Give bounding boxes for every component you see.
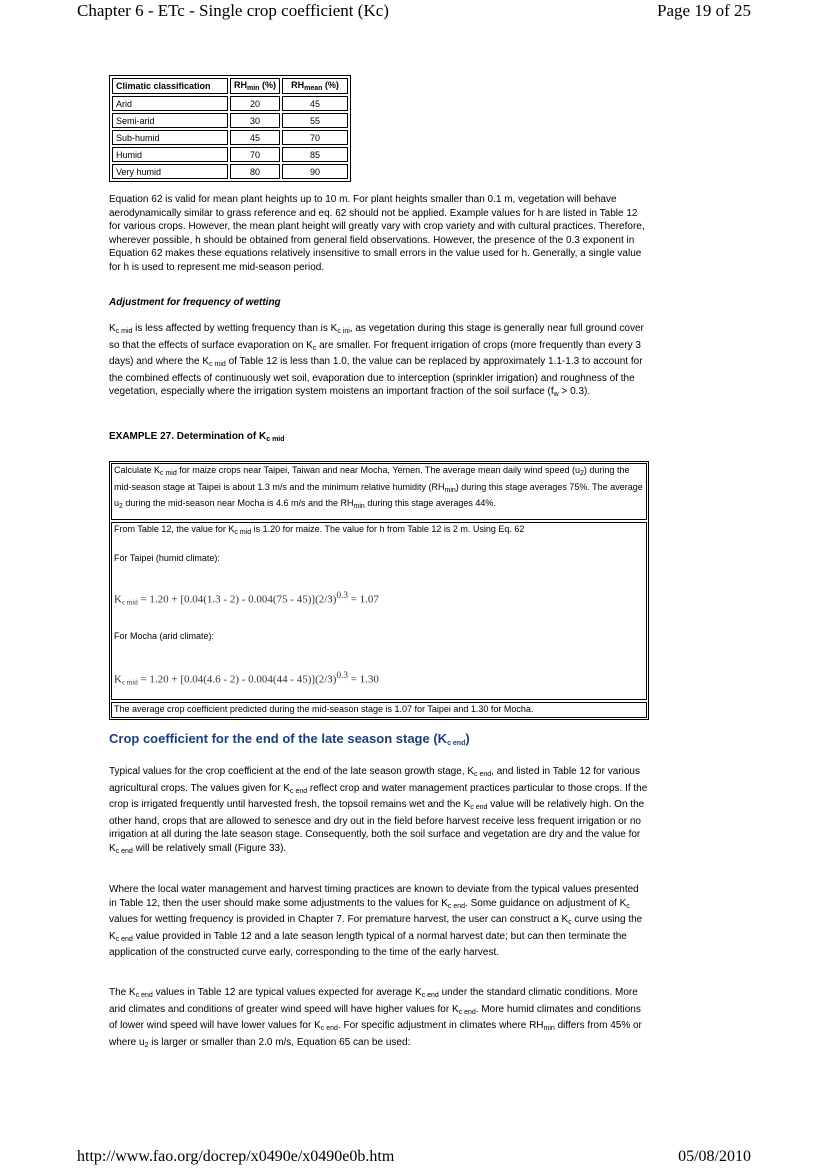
table-cell: Sub-humid — [112, 130, 228, 145]
column-header: Climatic classification — [112, 78, 228, 94]
footer-url: http://www.fao.org/docrep/x0490e/x0490e0b.htm — [77, 1148, 395, 1165]
column-header: $RH_{min}$ (%) — [230, 78, 280, 94]
table-cell: 70 — [282, 130, 348, 145]
subheading-wetting-frequency: Adjustment for frequency of wetting — [109, 297, 281, 308]
footer-date: 05/08/2010 — [678, 1148, 751, 1165]
header-page-number: Page 19 of 25 — [657, 1, 751, 20]
humidity-classification-table — [109, 75, 351, 182]
table-cell: 85 — [282, 147, 348, 162]
table-cell: 30 — [230, 113, 280, 128]
table-row — [112, 130, 348, 145]
table-cell: 45 — [230, 130, 280, 145]
header-title: Chapter 6 - ETc - Single crop coefficient (Kc) — [77, 1, 389, 20]
table-header-row — [112, 78, 348, 94]
column-header: $RH_{mean}$ (%) — [282, 78, 348, 94]
paragraph-climatic-adjustment: The $K_{c end}$ values in Table 12 are typical values expected for average $K_{c end}$ under the standard climatic conditions. More arid climates and conditions of greater wind speed will have higher values for $K_{c end}$. More humid climates and conditions of lower wind speed will have lower values for $K_{c end}$. For specific adjustment in climates where $RH_{min}$ differs from 45% or where $u_2$ is larger or smaller than 2.0 m/s, Equation 65 can be used: — [109, 987, 642, 1049]
paragraph-late-season-values: Typical values for the crop coefficient at the end of the late season growth stage, $K_{c end}$, and listed in Table 12 for various agricultural crops. The values given for $K_{c end}$ reflect crop and water management practices particular to those crops. If the crop is irrigated frequently until harvested fresh, the topsoil remains wet and the $K_{c end}$ value will be relatively high. On the other hand, crops that are allowed to senesce and dry out in the field before harvest receive less frequent irrigation or no irrigation at all during the late season stage. Consequently, both the soil surface and vegetation are dry and the value for $K_{c end}$ will be relatively small (Figure 33). — [109, 766, 648, 855]
paragraph-wetting-frequency: $K_{c mid}$ is less affected by wetting frequency than is $K_{c ini}$, as vegetation during this stage is generally near full ground cover so that the effects of surface evaporation on $K_c$ are smaller. For frequent irrigation of crops (more frequently than every 3 days) and where the $K_{c mid}$ of Table 12 is less than 1.0, the value can be replaced by approximately 1.1-1.3 to account for the combined effects of continuously wet soil, evaporation due to interception (sprinkler irrigation) and roughness of the vegetation, especially where the irrigation system moistens an important fraction of the soil surface $(f_w > 0.3)$. — [109, 323, 644, 399]
table-row — [112, 113, 348, 128]
mocha-equation: $K_{c mid} = 1.20 + [0.04(4.6 - 2) - 0.004(44 - 45)](2/3)^{0.3} = 1.30$ — [114, 670, 379, 687]
example-title: EXAMPLE 27. Determination of $K_{c mid}$ — [109, 431, 285, 443]
example-solution: From Table 12, the value for $K_{c mid}$ is 1.20 for maize. The value for h from Table 12 is 2 m. Using Eq. 62 For Taipei (humid climate): $K_{c mid} = 1.20 + [0.04(1.3 - 2) - 0.004(75 - 45)](2/3)^{0.3} = 1.07$ For Mocha (arid climate): $K_{c mid} = 1.20 + [0.04(4.6 - 2) - 0.004(44 - 45)](2/3)^{0.3} = 1.30$ — [111, 522, 647, 700]
table-cell: Arid — [112, 96, 228, 111]
table-row — [112, 96, 348, 111]
table-cell: 70 — [230, 147, 280, 162]
table-cell: 80 — [230, 164, 280, 179]
table-cell: Humid — [112, 147, 228, 162]
paragraph-local-adjustment: Where the local water management and harvest timing practices are known to deviate from the typical values presented in Table 12, then the user should make some adjustments to the values for $K_{c end}$. Some guidance on adjustment of $K_c$ values for wetting frequency is provided in Chapter 7. For premature harvest, the user can construct a $K_c$ curve using the $K_{c end}$ value provided in Table 12 and a late season length typical of a normal harvest date; but can then terminate the application of the constructed curve early, corresponding to the time of the early harvest. — [109, 884, 643, 959]
example-result: The average crop coefficient predicted during the mid-season stage is 1.07 for Taipei and 1.30 for Mocha. — [111, 702, 647, 718]
section-heading-late-season: Crop coefficient for the end of the late season stage $(K_{c end})$ — [109, 731, 470, 747]
table-cell: 45 — [282, 96, 348, 111]
table-row — [112, 164, 348, 179]
table-cell: 55 — [282, 113, 348, 128]
example-box — [109, 461, 649, 720]
page-header — [0, 0, 826, 22]
taipei-label: For Taipei (humid climate): — [114, 553, 220, 563]
table-cell: 20 — [230, 96, 280, 111]
mocha-label: For Mocha (arid climate): — [114, 631, 215, 641]
example-question: Calculate $K_{c mid}$ for maize crops near Taipei, Taiwan and near Mocha, Yemen. The average mean daily wind speed $(u_2)$ during the mid-season stage at Taipei is about 1.3 m/s and the minimum relative humidity $(RH_{min})$ during this stage averages 75%. The average $u_2$ during the mid-season near Mocha is 4.6 m/s and the $RH_{min}$ during this stage averages 44%. — [111, 463, 647, 520]
table-cell: 90 — [282, 164, 348, 179]
paragraph-plant-height: Equation 62 is valid for mean plant heights up to 10 m. For plant heights smaller than 0.1 m, vegetation will behave aerodynamically similar to grass reference and eq. 62 should not be applied. Example values for h are listed in Table 12 for various crops. However, the mean plant height will greatly vary with crop variety and with cultural practices. Therefore, wherever possible, h should be obtained from general field observations. However, the presence of the 0.3 exponent in Equation 62 makes these equations relatively insensitive to small errors in the value used for h. Generally, a single value for h is used to represent me mid-season period. — [109, 194, 645, 273]
table-row — [112, 147, 348, 162]
table-cell: Very humid — [112, 164, 228, 179]
taipei-equation: $K_{c mid} = 1.20 + [0.04(1.3 - 2) - 0.004(75 - 45)](2/3)^{0.3} = 1.07$ — [114, 590, 379, 607]
table-cell: Semi-arid — [112, 113, 228, 128]
